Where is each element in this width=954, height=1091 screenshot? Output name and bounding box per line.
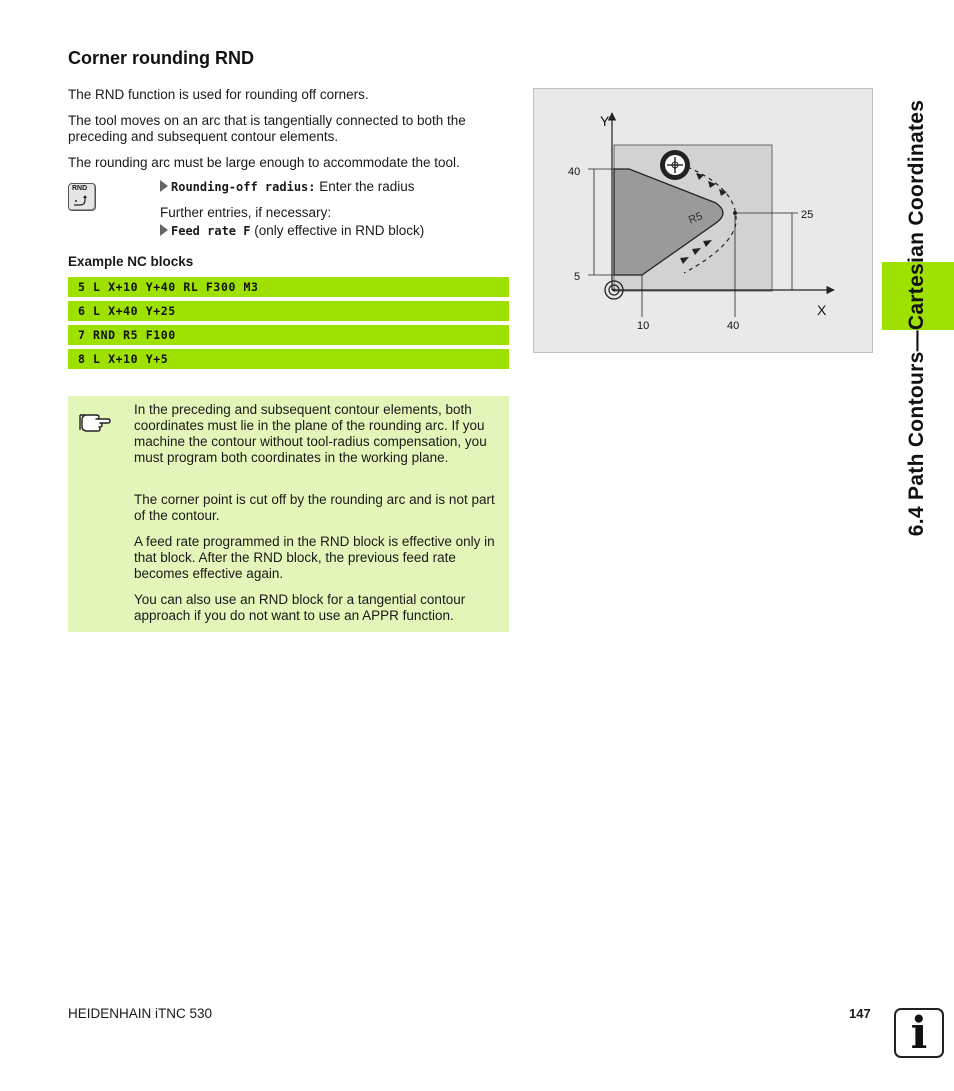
- section-title: Corner rounding RND: [68, 48, 254, 68]
- note-paragraph: A feed rate programmed in the RND block is effective only in that block. After the RND block, the previous feed rate becomes effective again.: [134, 534, 495, 581]
- label-y25: 25: [801, 209, 814, 221]
- rounding-path-icon: [72, 195, 92, 207]
- intro-paragraph: The RND function is used for rounding off corners.: [68, 87, 369, 102]
- radius-label: R5: [686, 210, 705, 227]
- axis-y-label: Y: [600, 113, 610, 129]
- diagram-canvas: [534, 89, 872, 352]
- param-feed-rate: [160, 223, 424, 239]
- nc-block: 8 L X+10 Y+5: [68, 349, 509, 370]
- label-x10: 10: [637, 320, 650, 332]
- param-text: (only effective in RND block): [250, 223, 425, 238]
- nc-block: 7 RND R5 F100: [68, 325, 509, 346]
- param-code: Feed rate F: [171, 224, 251, 238]
- note-paragraph: In the preceding and subsequent contour elements, both coordinates must lie in the plane of the rounding arc. If you machine the contour without tool-radius compensation, you must program both coordinates in the working plane.: [134, 402, 487, 465]
- rnd-key-icon: [68, 183, 96, 211]
- footer-product: HEIDENHAIN iTNC 530: [68, 1006, 213, 1021]
- tangent-paragraph: The tool moves on an arc that is tangentially connected to both the preceding and subsequent contour elements.: [68, 113, 466, 144]
- milling-cutter-icon: [660, 150, 690, 180]
- further-entries-label: Further entries, if necessary:: [160, 205, 332, 220]
- param-rounding-radius: [160, 179, 415, 195]
- param-code: Rounding-off radius:: [171, 180, 316, 194]
- info-icon[interactable]: [894, 1008, 944, 1058]
- origin-dot: [613, 289, 616, 292]
- nc-block: 6 L X+40 Y+25: [68, 301, 509, 322]
- size-paragraph: The rounding arc must be large enough to accommodate the tool.: [68, 155, 460, 170]
- triangle-bullet-icon: [160, 224, 168, 236]
- axis-x-label: X: [817, 302, 827, 318]
- label-y40: 40: [568, 166, 581, 178]
- note-paragraph: You can also use an RND block for a tangential contour approach if you do not want to use an APPR function.: [134, 592, 466, 623]
- info-glyph: i: [910, 1008, 928, 1059]
- label-y5: 5: [574, 271, 581, 283]
- rnd-key-label: RND: [72, 185, 88, 192]
- label-x40: 40: [727, 320, 740, 332]
- note-paragraph: The corner point is cut off by the rounding arc and is not part of the contour.: [134, 492, 495, 523]
- side-chapter-title: 6.4 Path Contours—Cartesian Coordinates: [905, 99, 928, 537]
- page-number: 147: [849, 1006, 871, 1021]
- triangle-bullet-icon: [160, 180, 168, 192]
- example-heading: Example NC blocks: [68, 254, 194, 269]
- nc-block: 5 L X+10 Y+40 RL F300 M3: [68, 277, 509, 298]
- param-text: Enter the radius: [315, 179, 415, 194]
- note-box: [68, 396, 509, 632]
- rounding-diagram: [533, 88, 873, 353]
- pointing-hand-icon: [78, 406, 112, 432]
